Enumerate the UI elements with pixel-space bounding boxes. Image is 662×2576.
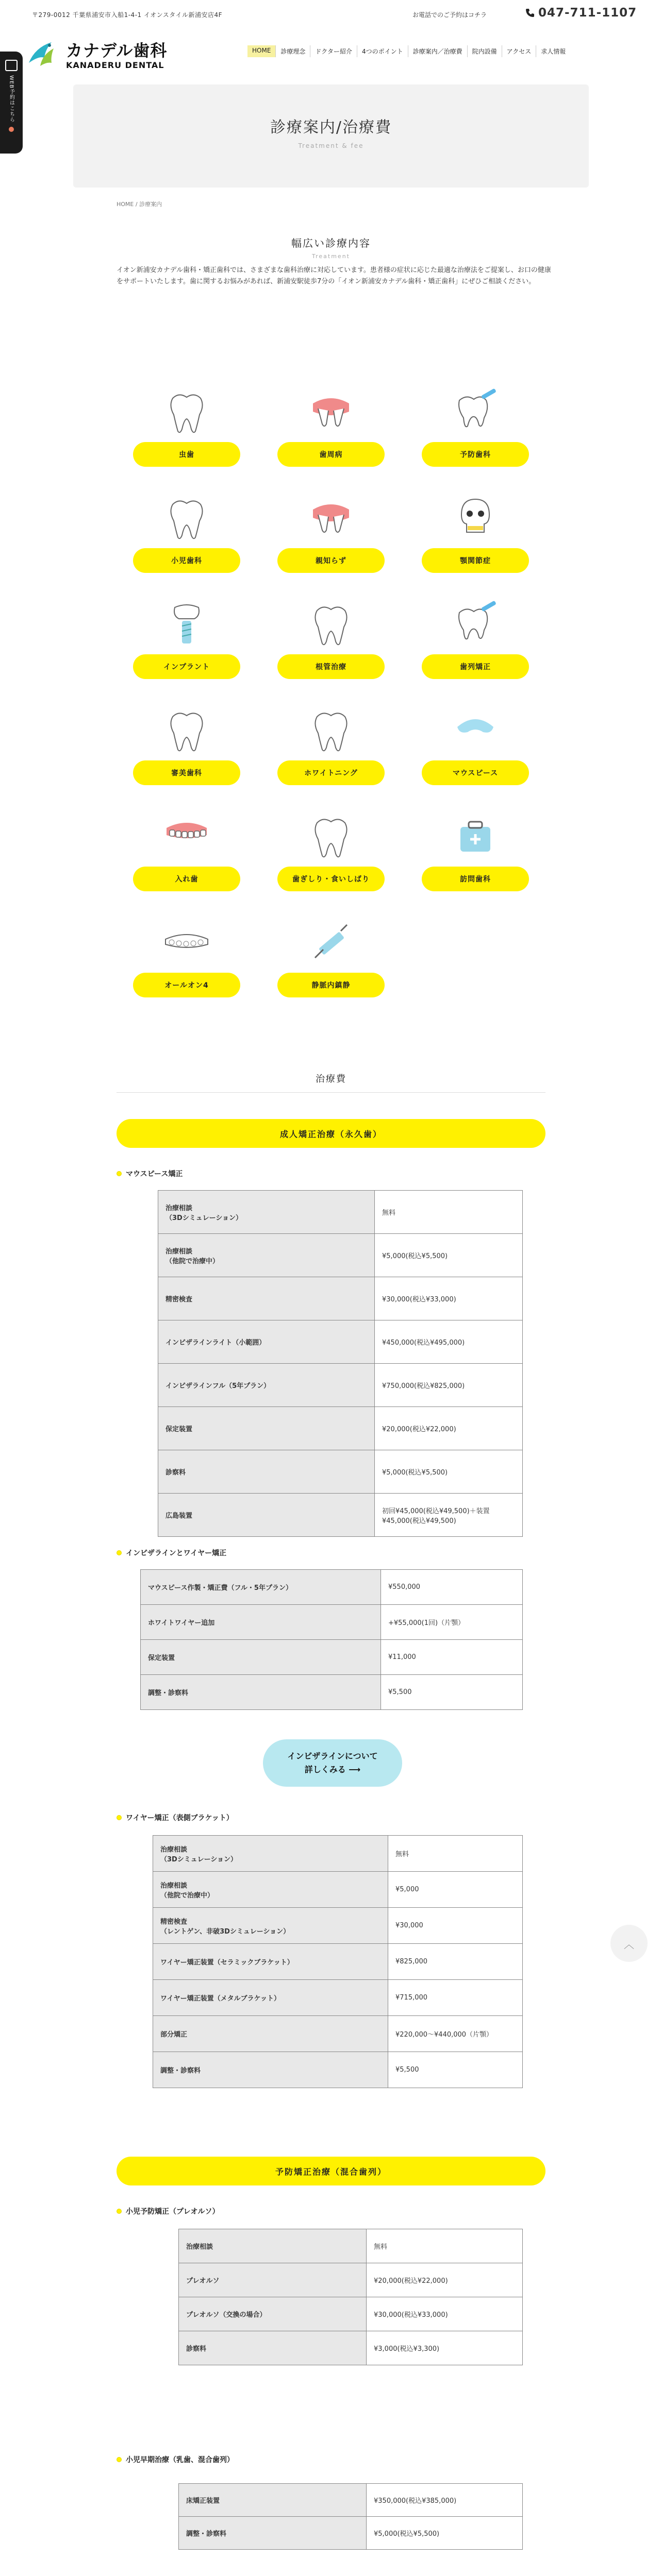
fee-price: ¥220,000〜¥440,000（片顎）	[388, 2016, 523, 2052]
service-button[interactable]: 予防歯科	[422, 442, 529, 467]
fee-price: ¥20,000(税込¥22,000)	[375, 1407, 523, 1450]
service-button[interactable]: インプラント	[133, 654, 240, 679]
invisalign-more-line1: インビザラインについて	[287, 1751, 378, 1761]
nav-points[interactable]: 4つのポイント	[357, 45, 408, 57]
gum-disease-icon	[308, 386, 354, 436]
fee-item: プレオルソ（交換の場合）	[179, 2297, 367, 2331]
tel-note: お電話でのご予約はコチラ	[412, 11, 487, 19]
fee-price: ¥350,000(税込¥385,000)	[367, 2484, 523, 2517]
service-card	[259, 599, 403, 705]
braces-icon	[452, 599, 499, 648]
logo-english: KANADERU DENTAL	[66, 60, 164, 70]
fee-row	[179, 2263, 523, 2297]
page-subtitle: Treatment & fee	[298, 142, 364, 149]
logo-bird-icon	[25, 37, 61, 73]
fee-row	[179, 2331, 523, 2365]
fee-item: インビザラインライト（小範囲）	[158, 1320, 375, 1364]
fees-title: 治療費	[117, 1072, 545, 1093]
service-button[interactable]: 歯列矯正	[422, 654, 529, 679]
invisalign-title: インビザラインとワイヤー矯正	[126, 1549, 227, 1557]
fee-price: ¥550,000	[381, 1570, 523, 1605]
fee-row	[141, 1605, 523, 1640]
fee-item: 調整・診察料	[179, 2517, 367, 2550]
fee-price: 初回¥45,000(税込¥49,500)＋装置¥45,000(税込¥49,500)	[375, 1494, 523, 1537]
intro-text: イオン新浦安カナデル歯科・矯正歯科では、さまざまな歯科治療に対応しています。患者様の症状に応じた最適な治療法をご提案し、お口の健康をサポートいたします。歯に関するお悩みがあれば、新浦安駅徒歩7分の「イオン新浦安カナデル歯科・矯正歯科」にぜひご相談ください。	[117, 266, 551, 285]
fee-item: 広島装置	[158, 1494, 375, 1537]
early-title: 小児早期治療（乳歯、混合歯列）	[126, 2456, 234, 2464]
chevron-up-icon: ︿	[624, 1938, 634, 1951]
fee-item: 調整・診察料	[153, 2052, 388, 2088]
bruxism-icon	[308, 811, 354, 860]
site-logo[interactable]	[25, 37, 167, 73]
services-heading	[0, 235, 662, 260]
service-card	[114, 493, 259, 599]
preortho-subheading	[117, 2206, 219, 2216]
bullet-dot	[117, 2457, 122, 2462]
fee-item: プレオルソ	[179, 2263, 367, 2297]
fee-item: 保定装置	[141, 1640, 381, 1675]
fee-row	[158, 1364, 523, 1407]
calendar-icon	[5, 60, 18, 71]
denture-icon	[163, 811, 210, 860]
fee-price: ¥5,000	[388, 1872, 523, 1908]
fee-price: ¥5,000(税込¥5,500)	[375, 1450, 523, 1494]
bullet-dot	[117, 1815, 122, 1820]
service-card	[403, 386, 548, 493]
mouthpiece-title: マウスピース矯正	[126, 1170, 183, 1178]
nav-facility[interactable]: 院内設備	[468, 45, 502, 57]
web-reservation-label: WEB予約はこちら	[8, 75, 14, 123]
service-card	[259, 705, 403, 811]
service-button[interactable]: 審美歯科	[133, 760, 240, 785]
fee-row	[179, 2297, 523, 2331]
fee-item: 診察料	[179, 2331, 367, 2365]
service-button[interactable]: 根管治療	[277, 654, 385, 679]
tooth-cavity-icon	[163, 386, 210, 436]
mouthpiece-icon	[452, 705, 499, 754]
home-visit-icon	[452, 811, 499, 860]
global-nav	[247, 45, 570, 57]
breadcrumb: HOME / 診療案内	[117, 201, 162, 208]
service-button[interactable]: マウスピース	[422, 760, 529, 785]
fee-item: 部分矯正	[153, 2016, 388, 2052]
service-button[interactable]: 顎関節症	[422, 548, 529, 573]
back-to-top-button[interactable]	[610, 1925, 648, 1962]
adult-ortho-band: 成人矯正治療（永久歯）	[117, 1119, 545, 1148]
fee-item: 治療相談 （他院で治療中）	[158, 1234, 375, 1277]
services-subtitle: Treatment	[312, 253, 350, 260]
fee-row	[153, 1836, 523, 1872]
fee-item: 精密検査 （レントゲン、非破3Dシミュレーション）	[153, 1908, 388, 1944]
fee-row	[158, 1234, 523, 1277]
jaw-joint-icon	[452, 493, 499, 542]
nav-treatment[interactable]: 診療案内／治療費	[408, 45, 468, 57]
nav-recruit[interactable]: 求人情報	[541, 48, 566, 55]
fee-price: ¥20,000(税込¥22,000)	[367, 2263, 523, 2297]
fee-price: ¥715,000	[388, 1980, 523, 2016]
preortho-fee-table	[178, 2229, 523, 2365]
fee-price: 無料	[388, 1836, 523, 1872]
fee-row	[158, 1450, 523, 1494]
fee-item: ホワイトワイヤー追加	[141, 1605, 381, 1640]
fee-row	[158, 1407, 523, 1450]
service-card	[403, 493, 548, 599]
early-fee-table	[178, 2483, 523, 2550]
implant-icon	[163, 599, 210, 648]
clinic-address: 〒279-0012 千葉県浦安市入船1-4-1 イオンスタイル新浦安店4F	[32, 11, 223, 19]
invisalign-more-line2: 詳しくみる ⟶	[304, 1765, 361, 1774]
service-card	[114, 917, 259, 1023]
fee-row	[179, 2484, 523, 2517]
fee-row	[153, 1980, 523, 2016]
fee-item: ワイヤー矯正装置（メタルブラケット）	[153, 1980, 388, 2016]
fee-item: 調整・診察料	[141, 1675, 381, 1710]
invisalign-subheading	[117, 1548, 226, 1558]
wire-subheading	[117, 1812, 234, 1823]
service-button[interactable]: 歯ぎしり・食いしばり	[277, 867, 385, 891]
service-card	[259, 493, 403, 599]
service-button[interactable]: 静脈内鎮静	[277, 973, 385, 997]
early-subheading	[117, 2454, 234, 2465]
tel-number: 047-711-1107	[538, 6, 637, 20]
service-card	[114, 599, 259, 705]
wire-fee-table	[153, 1835, 523, 2088]
fee-row	[158, 1191, 523, 1234]
fee-price: +¥55,000(1回)（片顎）	[381, 1605, 523, 1640]
tooth-brush-icon	[452, 386, 499, 436]
fee-row	[179, 2229, 523, 2263]
fee-item: ワイヤー矯正装置（セラミックブラケット）	[153, 1944, 388, 1980]
fee-price: ¥750,000(税込¥825,000)	[375, 1364, 523, 1407]
wisdom-tooth-icon	[308, 493, 354, 542]
service-button[interactable]: オールオン4	[133, 973, 240, 997]
invisalign-fee-table	[140, 1569, 523, 1710]
service-card	[403, 811, 548, 917]
fee-row	[153, 2016, 523, 2052]
fee-item: 治療相談 （他院で治療中）	[153, 1872, 388, 1908]
fee-price: ¥3,000(税込¥3,300)	[367, 2331, 523, 2365]
web-reservation-tab[interactable]	[0, 52, 23, 154]
fee-row	[158, 1320, 523, 1364]
tel-link[interactable]	[525, 6, 637, 20]
services-title: 幅広い診療内容	[291, 237, 371, 249]
service-button[interactable]: 歯周病	[277, 442, 385, 467]
fee-row	[153, 1908, 523, 1944]
preortho-title: 小児予防矯正（プレオルソ）	[126, 2208, 220, 2216]
fee-item: 保定装置	[158, 1407, 375, 1450]
fee-row	[179, 2517, 523, 2550]
fee-price: ¥5,000(税込¥5,500)	[367, 2517, 523, 2550]
fee-row	[158, 1277, 523, 1320]
fee-price: ¥30,000(税込¥33,000)	[375, 1277, 523, 1320]
fee-price: ¥450,000(税込¥495,000)	[375, 1320, 523, 1364]
service-button[interactable]: ホワイトニング	[277, 760, 385, 785]
nav-home[interactable]: HOME	[247, 45, 276, 57]
child-tooth-icon	[163, 493, 210, 542]
bullet-dot	[117, 2209, 122, 2214]
fee-item: 治療相談 （3Dシミュレーション）	[158, 1191, 375, 1234]
service-card	[259, 917, 403, 1023]
nav-philosophy[interactable]: 診療理念	[276, 45, 310, 57]
fee-price: ¥5,500	[381, 1675, 523, 1710]
page-hero	[73, 84, 589, 188]
invisalign-more-button[interactable]	[263, 1739, 402, 1787]
bullet-dot	[117, 1550, 122, 1555]
service-button[interactable]: 親知らず	[277, 548, 385, 573]
fee-row	[141, 1570, 523, 1605]
wire-title: ワイヤー矯正（表側ブラケット）	[126, 1814, 234, 1822]
nav-doctor[interactable]: ドクター紹介	[310, 45, 357, 57]
service-button[interactable]: 入れ歯	[133, 867, 240, 891]
fee-item: インビザラインフル（5年プラン）	[158, 1364, 375, 1407]
fee-item: 床矯正装置	[179, 2484, 367, 2517]
fee-row	[153, 2052, 523, 2088]
service-card	[114, 705, 259, 811]
service-card	[114, 386, 259, 493]
fee-item: 精密検査	[158, 1277, 375, 1320]
fee-row	[153, 1872, 523, 1908]
fee-row	[158, 1494, 523, 1537]
nav-access[interactable]: アクセス	[502, 45, 537, 57]
top-bar	[0, 0, 662, 29]
fee-row	[141, 1675, 523, 1710]
service-card	[259, 386, 403, 493]
services-grid	[114, 386, 548, 1023]
fee-row	[153, 1944, 523, 1980]
all-on-4-icon	[163, 917, 210, 967]
fee-price: ¥5,500	[388, 2052, 523, 2088]
fee-price: ¥11,000	[381, 1640, 523, 1675]
logo-japanese: カナデル歯科	[66, 40, 168, 60]
mouthpiece-subheading	[117, 1168, 183, 1179]
bullet-dot	[117, 1171, 122, 1176]
phone-icon	[525, 8, 535, 18]
service-card	[403, 705, 548, 811]
service-button[interactable]: 虫歯	[133, 442, 240, 467]
service-card	[259, 811, 403, 917]
mouthpiece-fee-table	[158, 1190, 523, 1537]
child-ortho-band: 予防矯正治療（混合歯列）	[117, 2157, 545, 2185]
service-button[interactable]: 訪問歯科	[422, 867, 529, 891]
fee-row	[141, 1640, 523, 1675]
fee-price: ¥5,000(税込¥5,500)	[375, 1234, 523, 1277]
fee-price: ¥825,000	[388, 1944, 523, 1980]
service-card	[403, 599, 548, 705]
indicator-dot	[9, 127, 14, 132]
fee-price: 無料	[367, 2229, 523, 2263]
fee-item: 治療相談 （3Dシミュレーション）	[153, 1836, 388, 1872]
fee-price: ¥30,000(税込¥33,000)	[367, 2297, 523, 2331]
fee-item: 治療相談	[179, 2229, 367, 2263]
root-canal-icon	[308, 599, 354, 648]
whitening-icon	[308, 705, 354, 754]
sedation-icon	[308, 917, 354, 967]
fee-item: 診察料	[158, 1450, 375, 1494]
fee-price: ¥30,000	[388, 1908, 523, 1944]
cosmetic-tooth-icon	[163, 705, 210, 754]
service-card	[114, 811, 259, 917]
page-title: 診療案内/治療費	[270, 118, 392, 137]
fee-price: 無料	[375, 1191, 523, 1234]
service-button[interactable]: 小児歯科	[133, 548, 240, 573]
fee-item: マウスピース作製・矯正費（フル・5年プラン）	[141, 1570, 381, 1605]
